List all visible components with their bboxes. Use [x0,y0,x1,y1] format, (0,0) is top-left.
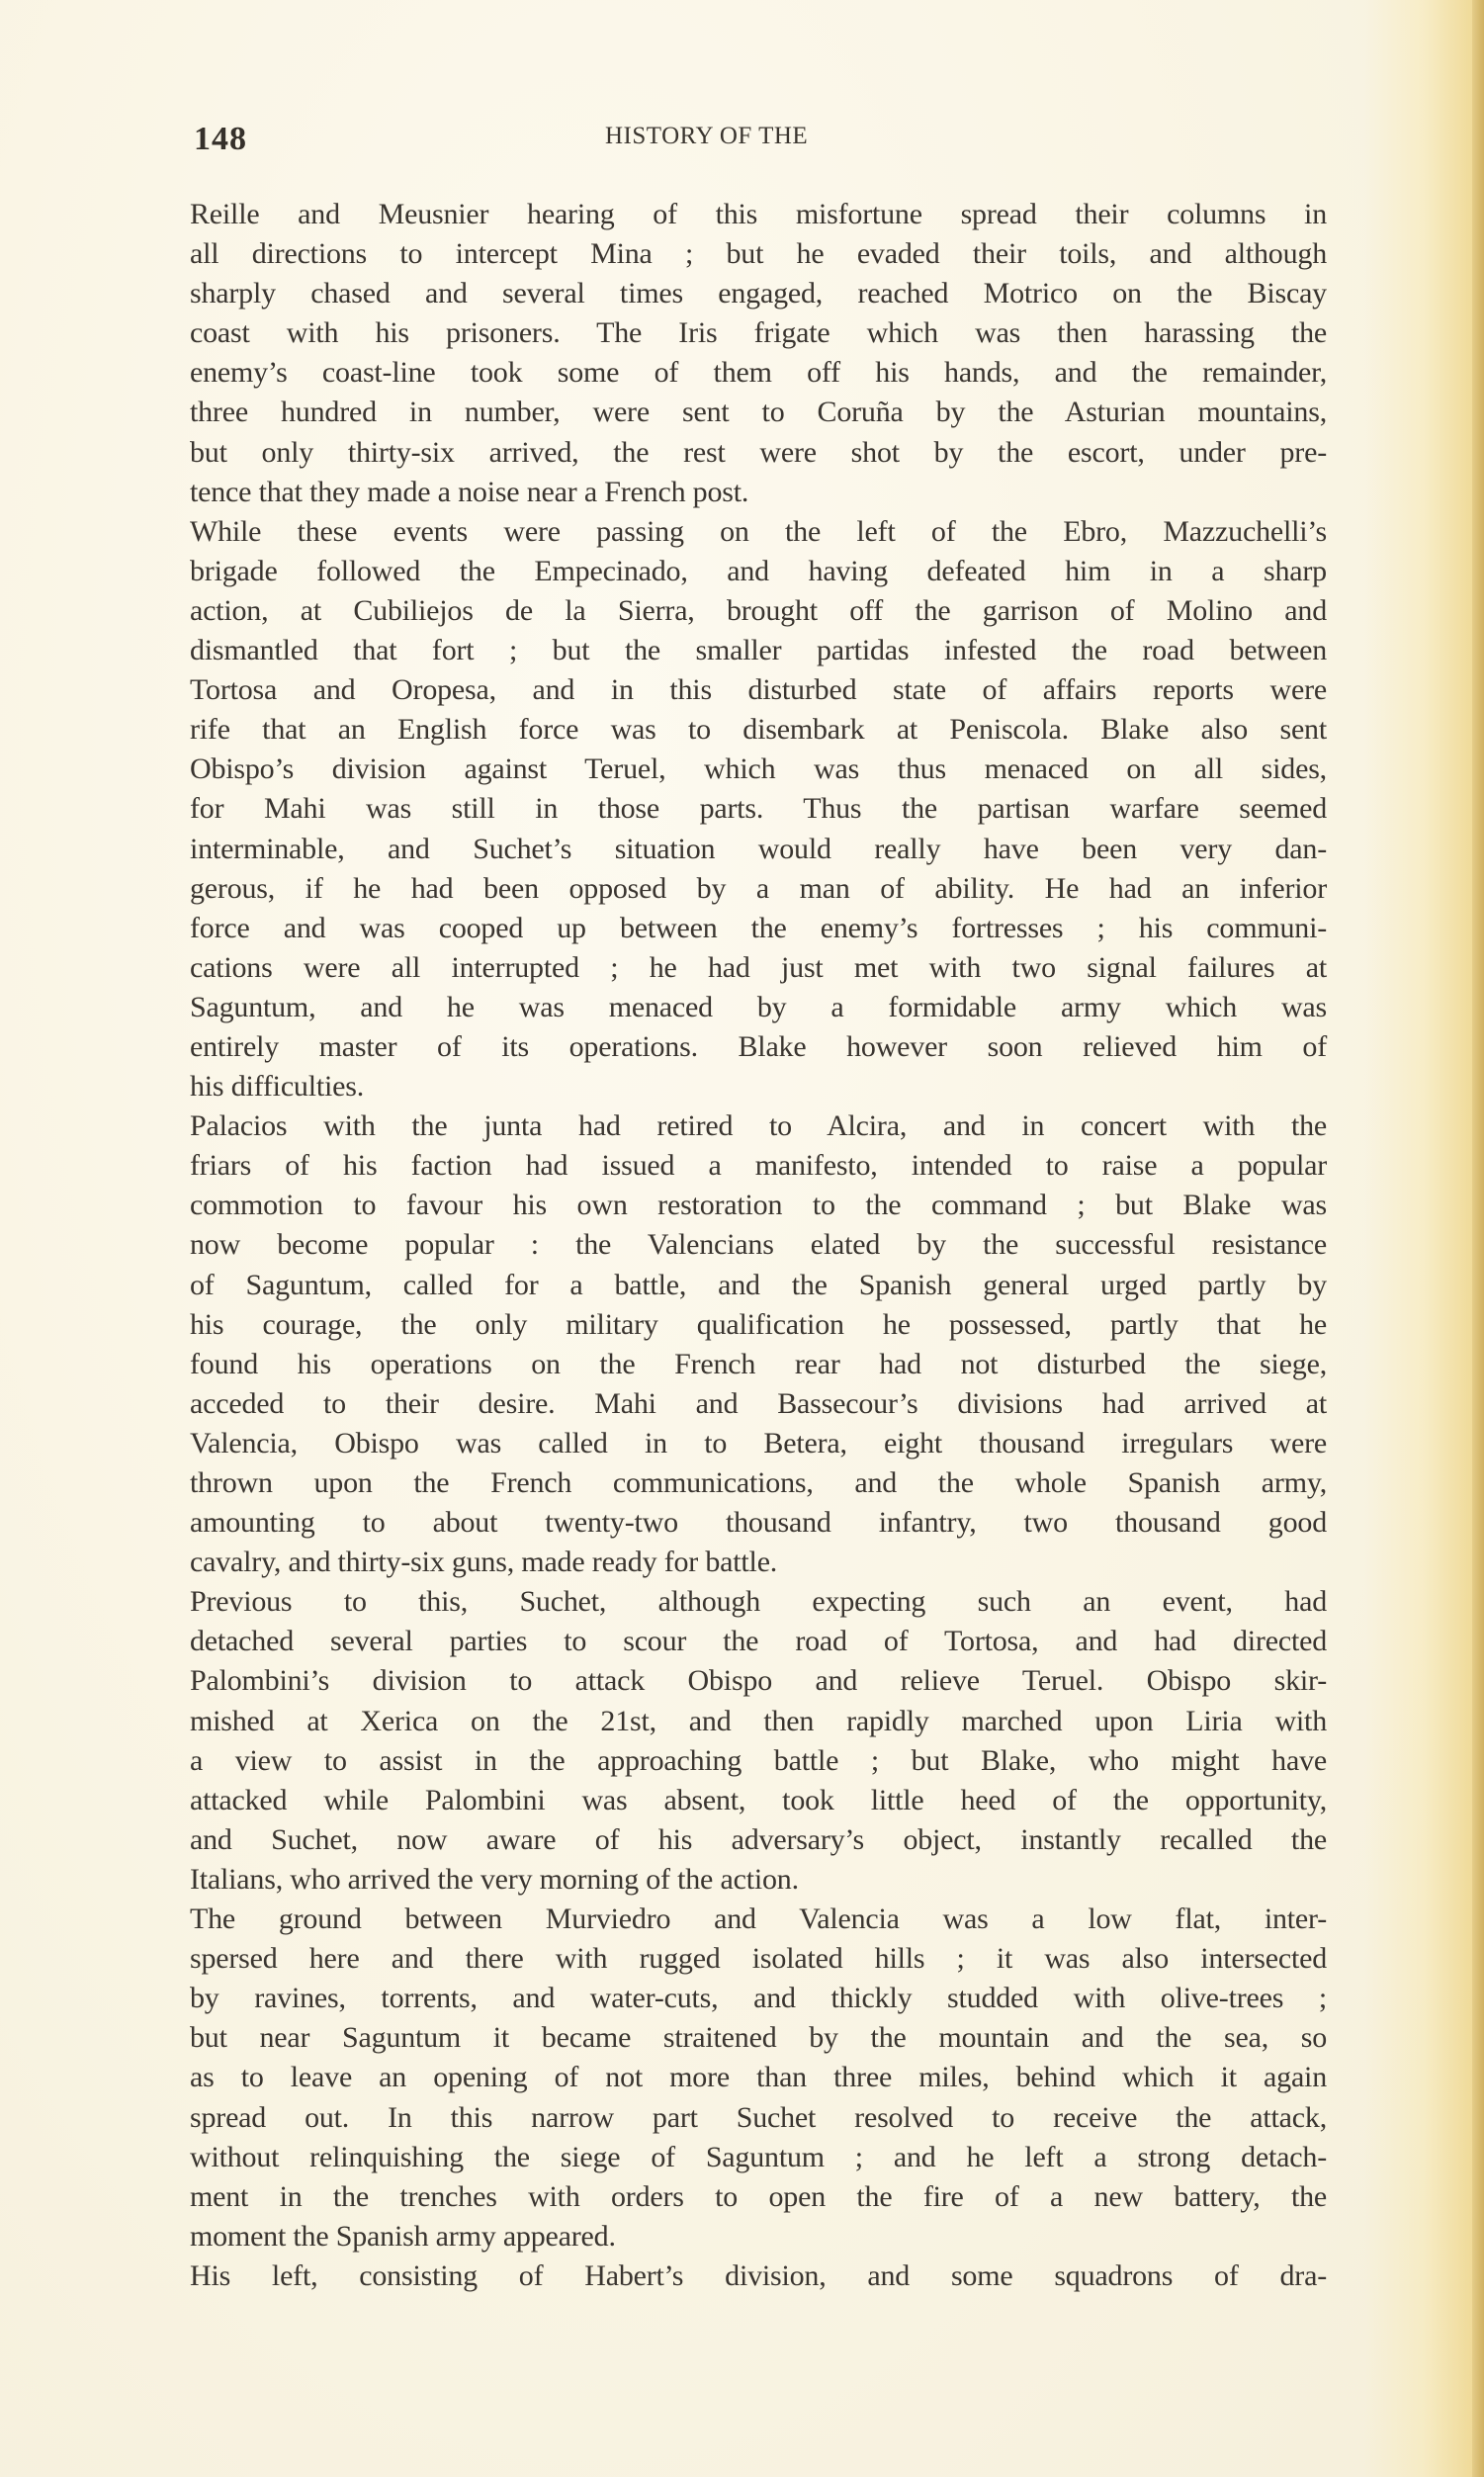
text-line: friars of his faction had issued a manifesto, intended to raise a popular [190,1149,1327,1183]
text-line: coast with his prisoners. The Iris frigate which was then harassing the [190,316,1327,350]
text-line: entirely master of its operations. Blake however soon relieved him of [190,1029,1327,1063]
text-line: Valencia, Obispo was called in to Betera, eight thousand irregulars were [190,1426,1327,1460]
text-line: for Mahi was still in those parts. Thus the partisan warfare seemed [190,792,1327,826]
text-line: acceded to their desire. Mahi and Bassecour’s divisions had arrived at [190,1386,1327,1420]
text-line: and Suchet, now aware of his adversary’s object, instantly recalled the [190,1822,1327,1856]
text-line: sharply chased and several times engaged, reached Motrico on the Biscay [190,277,1327,310]
text-line: His left, consisting of Habert’s division, and some squadrons of dra- [190,2258,1327,2292]
text-line: rife that an English force was to disembark at Peniscola. Blake also sent [190,713,1327,747]
text-line: a view to assist in the approaching battle ; but Blake, who might have [190,1743,1327,1777]
text-line: moment the Spanish army appeared. [190,2219,616,2253]
text-line: spersed here and there with rugged isolated hills ; it was also intersected [190,1942,1327,1976]
text-line: but near Saguntum it became straitened by the mountain and the sea, so [190,2021,1327,2055]
text-line: force and was cooped up between the enemy’s fortresses ; his communi- [190,911,1327,944]
text-line: Italians, who arrived the very morning of the action. [190,1862,799,1896]
text-line: cavalry, and thirty-six guns, made ready for battle. [190,1546,778,1579]
text-line: cations were all interrupted ; he had just met with two signal failures at [190,950,1327,984]
text-line: of Saguntum, called for a battle, and the Spanish general urged partly by [190,1268,1327,1301]
page-edge-shading [1472,0,1484,2477]
text-line: brigade followed the Empecinado, and having defeated him in a sharp [190,554,1327,587]
text-line: Palacios with the junta had retired to Alcira, and in concert with the [190,1109,1327,1143]
text-line: by ravines, torrents, and water-cuts, and thickly studded with olive-trees ; [190,1982,1327,2015]
text-line: amounting to about twenty-two thousand infantry, two thousand good [190,1506,1327,1540]
text-line: detached several parties to scour the road of Tortosa, and had directed [190,1625,1327,1658]
text-line: found his operations on the French rear had not disturbed the siege, [190,1347,1327,1380]
text-line: but only thirty-six arrived, the rest were shot by the escort, under pre- [190,435,1327,469]
text-line: without relinquishing the siege of Saguntum ; and he left a strong detach- [190,2140,1327,2173]
page-number: 148 [194,121,247,157]
text-line: dismantled that fort ; but the smaller partidas infested the road between [190,634,1327,667]
text-line: commotion to favour his own restoration to the command ; but Blake was [190,1189,1327,1222]
text-line: Previous to this, Suchet, although expecting such an event, had [190,1585,1327,1619]
text-line: Saguntum, and he was menaced by a formidable army which was [190,990,1327,1023]
text-line: all directions to intercept Mina ; but he evaded their toils, and although [190,237,1327,271]
text-line: ment in the trenches with orders to open the fire of a new battery, the [190,2179,1327,2213]
text-line: gerous, if he had been opposed by a man of ability. He had an inferior [190,871,1327,905]
text-line: interminable, and Suchet’s situation would really have been very dan- [190,832,1327,865]
body-text [190,195,1327,2296]
text-line: The ground between Murviedro and Valencia was a low flat, inter- [190,1902,1327,1936]
text-line: thrown upon the French communications, and the whole Spanish army, [190,1466,1327,1499]
text-line: Palombini’s division to attack Obispo and relieve Teruel. Obispo skir- [190,1664,1327,1698]
text-line: his difficulties. [190,1070,365,1104]
text-line: enemy’s coast-line took some of them off his hands, and the remainder, [190,356,1327,390]
text-line: three hundred in number, were sent to Coruña by the Asturian mountains, [190,396,1327,429]
text-line: tence that they made a noise near a French post. [190,475,749,508]
text-line: Tortosa and Oropesa, and in this disturbed state of affairs reports were [190,673,1327,707]
text-line: Obispo’s division against Teruel, which was thus menaced on all sides, [190,752,1327,786]
text-line: While these events were passing on the left of the Ebro, Mazzuchelli’s [190,514,1327,548]
text-line: mished at Xerica on the 21st, and then rapidly marched upon Liria with [190,1704,1327,1737]
text-line: spread out. In this narrow part Suchet resolved to receive the attack, [190,2100,1327,2134]
running-title: HISTORY OF THE [605,123,809,149]
text-line: Reille and Meusnier hearing of this misfortune spread their columns in [190,198,1327,230]
text-line: now become popular : the Valencians elated by the successful resistance [190,1228,1327,1262]
text-line: action, at Cubiliejos de la Sierra, brought off the garrison of Molino and [190,593,1327,627]
text-line: his courage, the only military qualification he possessed, partly that he [190,1307,1327,1341]
text-line: as to leave an opening of not more than three miles, behind which it again [190,2061,1327,2094]
running-header [0,121,1484,160]
text-line: attacked while Palombini was absent, took little heed of the opportunity, [190,1783,1327,1816]
